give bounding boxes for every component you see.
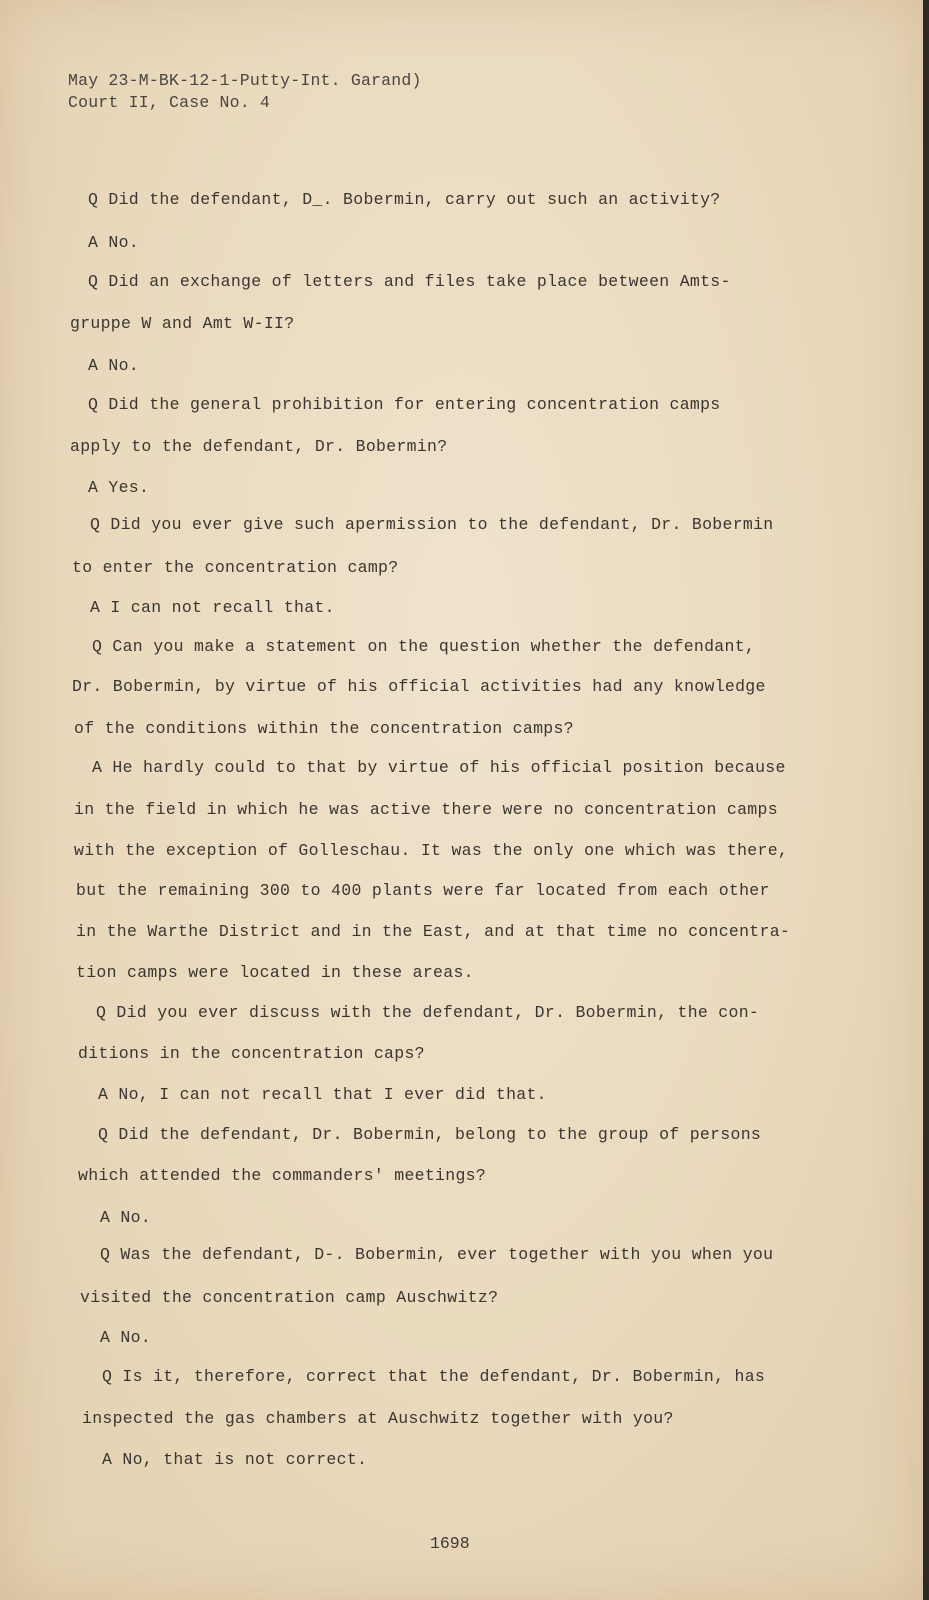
transcript-line: in the Warthe District and in the East, and at that time no concentra- [76, 922, 791, 941]
transcript-line: Q Did the general prohibition for entering concentration camps [88, 395, 721, 414]
transcript-line: Dr. Bobermin, by virtue of his official activities had any knowledge [72, 677, 766, 696]
page-number: 1698 [430, 1534, 470, 1553]
transcript-line: to enter the concentration camp? [72, 558, 399, 577]
transcript-line: A No, that is not correct. [102, 1450, 368, 1469]
transcript-line: of the conditions within the concentration camps? [74, 719, 574, 738]
transcript-line: inspected the gas chambers at Auschwitz together with you? [82, 1409, 674, 1428]
transcript-line: tion camps were located in these areas. [76, 963, 474, 982]
transcript-line: A I can not recall that. [90, 598, 335, 617]
transcript-line: ditions in the concentration caps? [78, 1044, 425, 1063]
transcript-line: Q Did the defendant, Dr. Bobermin, belong to the group of persons [98, 1125, 762, 1144]
transcript-line: A No. [88, 233, 140, 252]
transcript-line: Q Did the defendant, D_. Bobermin, carry out such an activity? [88, 190, 721, 209]
transcript-line: A No, I can not recall that I ever did that. [98, 1085, 547, 1104]
transcript-line: A No. [88, 356, 140, 375]
transcript-line: gruppe W and Amt W-II? [70, 314, 295, 333]
transcript-line: which attended the commanders' meetings? [78, 1166, 487, 1185]
header-reference-line: May 23-M-BK-12-1-Putty-Int. Garand) [68, 71, 422, 90]
transcript-line: Q Can you make a statement on the question whether the defendant, [92, 637, 756, 656]
transcript-line: but the remaining 300 to 400 plants were far located from each other [76, 881, 770, 900]
transcript-line: in the field in which he was active there were no concentration camps [74, 800, 778, 819]
header-court-case-line: Court II, Case No. 4 [68, 93, 271, 112]
transcript-line: visited the concentration camp Auschwitz? [80, 1288, 499, 1307]
transcript-line: with the exception of Golleschau. It was the only one which was there, [74, 841, 789, 860]
transcript-line: A No. [100, 1208, 152, 1227]
transcript-line: apply to the defendant, Dr. Bobermin? [70, 437, 448, 456]
transcript-line: A Yes. [88, 478, 150, 497]
transcript-line: Q Was the defendant, D-. Bobermin, ever together with you when you [100, 1245, 774, 1264]
transcript-line: A He hardly could to that by virtue of his official position because [92, 758, 786, 777]
transcript-line: A No. [100, 1328, 152, 1347]
transcript-line: Q Did you ever discuss with the defendant, Dr. Bobermin, the con- [96, 1003, 760, 1022]
transcript-line: Q Did an exchange of letters and files take place between Amts- [88, 272, 731, 291]
transcript-line: Q Did you ever give such apermission to the defendant, Dr. Bobermin [90, 515, 774, 534]
transcript-line: Q Is it, therefore, correct that the defendant, Dr. Bobermin, has [102, 1367, 766, 1386]
